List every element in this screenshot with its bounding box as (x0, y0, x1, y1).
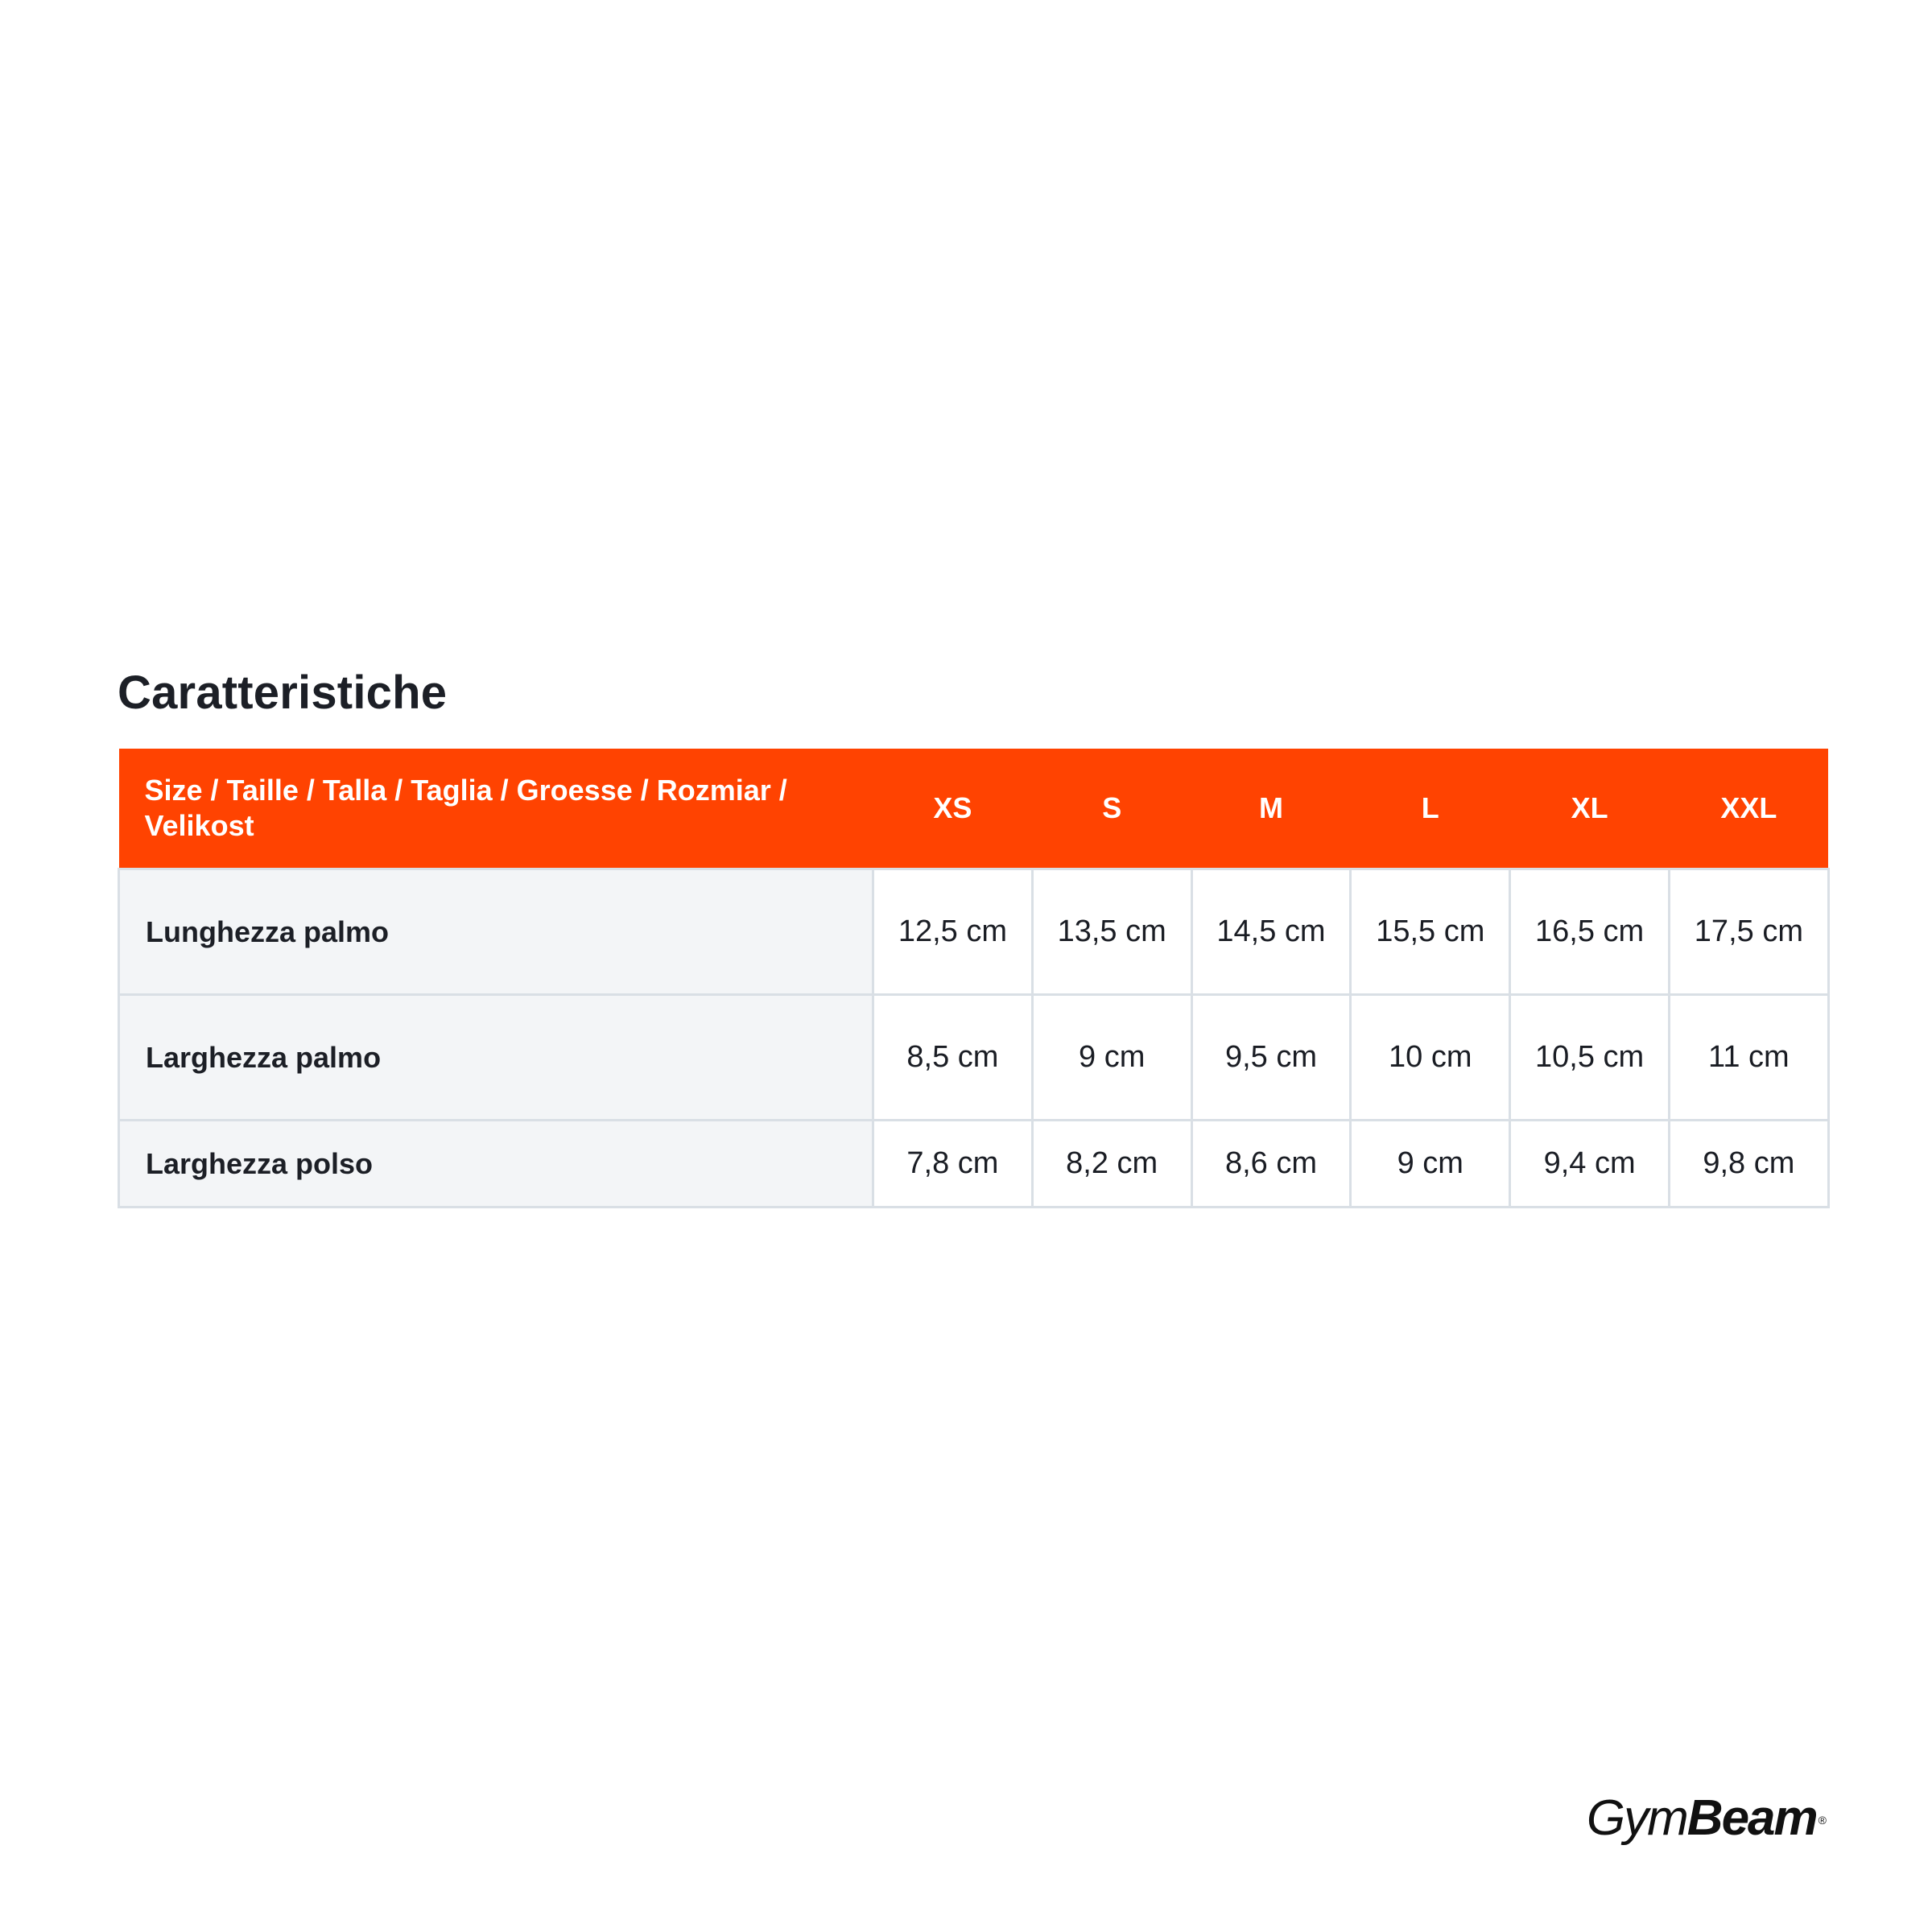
gymbeam-logo (1587, 1790, 1827, 1847)
table-cell: 9,4 cm (1510, 1121, 1670, 1208)
table-cell: 9,8 cm (1669, 1121, 1828, 1208)
size-header-m: M (1191, 749, 1351, 869)
size-header-label: Size / Taille / Talla / Taglia / Groesse / Rozmiar / Velikost (119, 749, 873, 869)
table-cell: 7,8 cm (873, 1121, 1033, 1208)
size-header-xs: XS (873, 749, 1033, 869)
size-header-xxl: XXL (1669, 749, 1828, 869)
table-cell: 8,2 cm (1032, 1121, 1191, 1208)
table-cell: 11 cm (1669, 995, 1828, 1121)
table-cell: 9 cm (1032, 995, 1191, 1121)
logo-text-beam: Beam (1686, 1790, 1817, 1846)
table-row-wrist-width (119, 1121, 1829, 1208)
table-cell: 17,5 cm (1669, 869, 1828, 995)
registered-mark: ® (1818, 1814, 1827, 1827)
table-cell: 9 cm (1351, 1121, 1510, 1208)
table-cell: 9,5 cm (1191, 995, 1351, 1121)
table-cell: 12,5 cm (873, 869, 1033, 995)
size-table (118, 749, 1830, 1208)
table-cell: 16,5 cm (1510, 869, 1670, 995)
size-header-s: S (1032, 749, 1191, 869)
table-cell: 13,5 cm (1032, 869, 1191, 995)
page-title: Caratteristiche (118, 667, 448, 719)
row-label-palm-width: Larghezza palmo (119, 995, 873, 1121)
table-cell: 8,6 cm (1191, 1121, 1351, 1208)
row-label-wrist-width: Larghezza polso (119, 1121, 873, 1208)
table-row-palm-width (119, 995, 1829, 1121)
row-label-palm-length: Lunghezza palmo (119, 869, 873, 995)
size-header-l: L (1351, 749, 1510, 869)
size-header-xl: XL (1510, 749, 1670, 869)
table-cell: 10,5 cm (1510, 995, 1670, 1121)
table-cell: 8,5 cm (873, 995, 1033, 1121)
table-row-palm-length (119, 869, 1829, 995)
table-cell: 10 cm (1351, 995, 1510, 1121)
table-cell: 14,5 cm (1191, 869, 1351, 995)
logo-text-gym: Gym (1586, 1790, 1687, 1846)
table-cell: 15,5 cm (1351, 869, 1510, 995)
table-header-row (119, 749, 1829, 869)
